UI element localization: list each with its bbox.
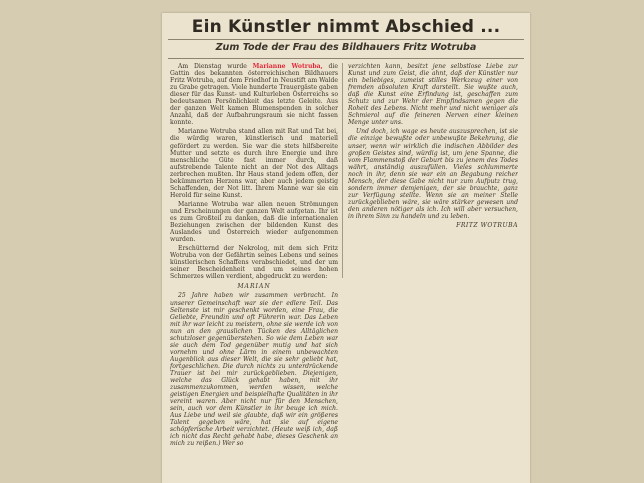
paragraph: Erschütternd der Nekrolog, mit dem sich Fritz Wotruba von der Gefährtin seines Lebens und seines künstlerischen Schaffens verabschiedet, und der um seiner Bescheidenheit und um seines hohen Schmerzes willen verdient, abgedruckt zu werden: [170, 245, 338, 281]
poem-title: MARIAN [237, 283, 271, 291]
paragraph-text: Am Dienstag wurde [178, 63, 247, 70]
poem-paragraph: Und doch, ich wage es heute auszusprechen, ist sie die einzige bewußte oder unbewußte Bekehrung, die unser, wenn wir wirklich die indischen Abbilder des großen Geistes sind, würdig ist, um jene Spanne, die vom Flammenstoß der Geburt bis zu jenem des Todes währt, anständig auszufüllen. Vieles schlummerte noch in ihr, denn sie war ein an Begabung reicher Mensch, der diese Gabe nicht nur zum Aufputz trug, sondern immer demjenigen, der sie brauchte, ganz zur Verfügung stellte. Wenn sie an meiner Stelle zurückgeblieben wäre, sie wäre stärker gewesen und den anderen nötiger als ich. Ich will aber versuchen, in ihrem Sinn zu handeln und zu leben. [348, 128, 518, 220]
poem-paragraph: 25 Jahre haben wir zusammen verbracht. In unserer Gemeinschaft war sie der edlere Teil. Das Seltenste ist mir geschenkt worden, eine Frau, die Geliebte, Freundin und oft Führerin war. Das Leben mit ihr war leicht zu meistern, ohne sie werde ich von nun an den grauslichen Tücken des Alltäglichen schutzloser gegenüberstehen. So wie dem Leben war sie auch dem Tod gegenüber mutig und hat sich vornehm und ohne Lärm in einem unbewachten Augenblick aus dieser Welt, die sie sehr geliebt hat, fortgeschlichen. Die durch nichts zu unterdrückende Trauer ist bei mir zurückgeblieben. Diejenigen, welche das Glück gehabt haben, mit ihr zusammenzukommen, werden wissen, welche geistigen Energien und beispielhafte Qualitäten in ihr vereint waren. Aber nicht nur für den Menschen, sein, auch vor dem Künstler in ihr beuge ich mich. Aus Liebe und weil sie glaubte, daß wir ein größeres Talent gegeben wäre, hat sie auf eigene schöpferische Arbeit verzichtet. (Heute weiß ich, daß ich nicht das Recht gehabt habe, dieses Geschenk an mich zu reißen.) Wer so [170, 292, 338, 448]
subheadline-rule [168, 58, 524, 59]
poem-paragraph: verzichten kann, besitzt jene selbstlose Liebe zur Kunst und zum Geist, die ahnt, daß der Künstler nur ein beliebiges, zumeist stilles Werkzeug einer von fremden absoluten Kraft darstellt. Sie wußte auch, daß die Kunst eine Erfindung ist, geschaffen zum Schutz und zur Wehr der Empfindsamen gegen die Roheit des Lebens. Nicht mehr und nicht weniger als Schmierol auf die feineren Nerven einer kleinen Menge unter uns. [348, 63, 518, 127]
headline-rule [168, 39, 524, 40]
paragraph [170, 63, 338, 126]
paragraph-text: die Gattin des bekannten österreichischen Bildhauers Fritz Wotruba, auf dem Friedhof in Neustift am Walde zu Grabe getragen. Viele hunderte Trauergäste gaben dieser für das Kunst- und Kulturleben Österreichs so bedeutsamen Persönlichkeit das letzte Geleite. Aus der ganzen Welt kamen Blumenspenden in solcher Anzahl, daß der Aufbahrungsraum sie nicht fassen konnte. [170, 63, 338, 127]
article-headline: Ein Künstler nimmt Abschied ... [191, 17, 501, 37]
column-divider [342, 63, 343, 278]
article-subheadline: Zum Tode der Frau des Bildhauers Fritz Wotruba [215, 42, 477, 53]
paragraph: Marianne Wotruba war allen neuen Strömungen und Erscheinungen der ganzen Welt aufgetan. Ihr ist es zum Großteil zu danken, daß die internationalen Beziehungen zwischen der bildenden Kunst des Auslandes und Österreich wieder aufgenommen wurden. [170, 200, 338, 244]
article-column-right [348, 63, 518, 273]
poem [170, 292, 338, 447]
highlighted-name: Marianne Wotruba, [252, 63, 323, 70]
newspaper-clipping [162, 13, 530, 483]
paragraph: Marianne Wotruba stand allen mit Rat und Tat bei, die würdig waren, künstlerisch und materiell gefördert zu werden. Sie war die stets hilfsbereite Mutter und setzte es durch ihre Energie und ihre menschliche Güte fast immer durch, daß aufstrebende Talente nicht an der Not des Alltags zerbrechen mußten. Ihr Haus stand jedem offen, der bekümmerten Herzens war, aber auch jedem geistig Schaffenden, der Not litt. Ihrem Manne war sie ein Herold für seine Kunst. [170, 128, 338, 199]
author-signature: FRITZ WOTRUBA [456, 222, 518, 230]
article-column-left [170, 63, 338, 481]
